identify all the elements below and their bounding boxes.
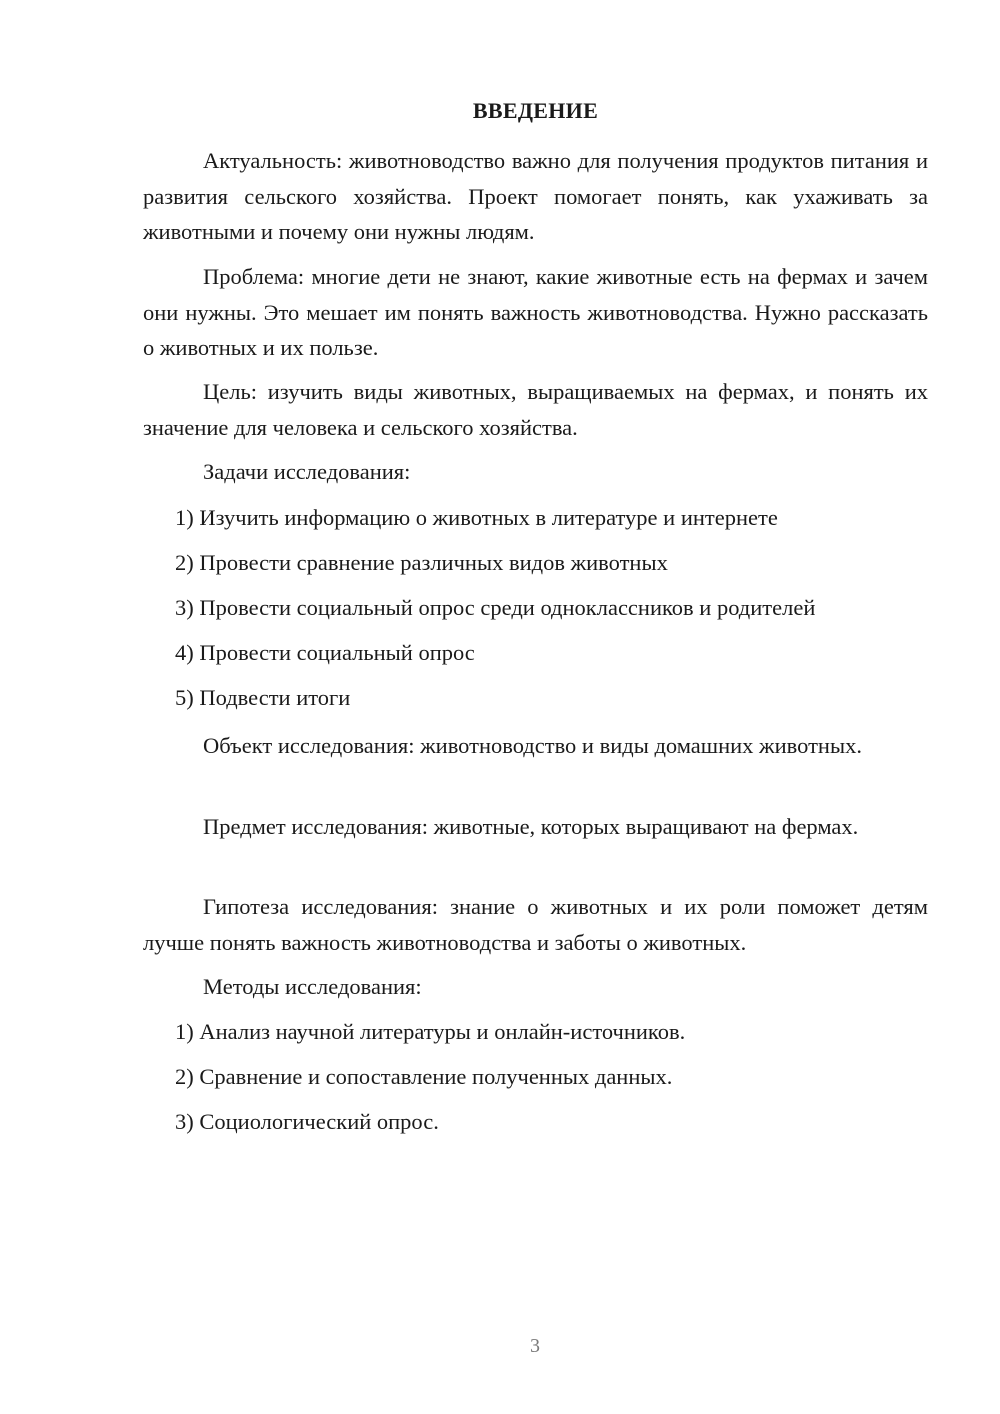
method-item-2: 2) Сравнение и сопоставление полученных данных. xyxy=(175,1064,673,1089)
task-item-5: 5) Подвести итоги xyxy=(175,685,351,710)
tasks-heading: Задачи исследования: xyxy=(203,459,411,484)
page-title: ВВЕДЕНИЕ xyxy=(472,98,599,123)
task-item-4: 4) Провести социальный опрос xyxy=(175,640,475,665)
paragraph-problem: Проблема: многие дети не знают, какие животные есть на фермах и зачем они нужны. Это мешает им понять важность животноводства. Нужно рассказать о животных и их пользе. xyxy=(143,264,928,360)
task-item-1: 1) Изучить информацию о животных в литературе и интернете xyxy=(175,505,778,530)
paragraph-hypothesis: Гипотеза исследования: знание о животных и их роли поможет детям лучше понять важность животноводства и заботы о животных. xyxy=(143,894,928,955)
paragraph-subject: Предмет исследования: животные, которых выращивают на фермах. xyxy=(203,814,859,839)
methods-heading: Методы исследования: xyxy=(203,974,422,999)
task-item-3: 3) Провести социальный опрос среди одноклассников и родителей xyxy=(175,595,816,620)
page-number: 3 xyxy=(530,1335,540,1357)
paragraph-relevance: Актуальность: животноводство важно для получения продуктов питания и развития сельского хозяйства. Проект помогает понять, как ухаживать за животными и почему они нужны людям. xyxy=(143,148,928,244)
paragraph-goal: Цель: изучить виды животных, выращиваемых на фермах, и понять их значение для человека и сельского хозяйства. xyxy=(143,379,928,440)
task-item-2: 2) Провести сравнение различных видов животных xyxy=(175,550,668,575)
method-item-3: 3) Социологический опрос. xyxy=(175,1109,439,1134)
paragraph-object: Объект исследования: животноводство и виды домашних животных. xyxy=(203,733,862,758)
method-item-1: 1) Анализ научной литературы и онлайн-источников. xyxy=(175,1019,686,1044)
